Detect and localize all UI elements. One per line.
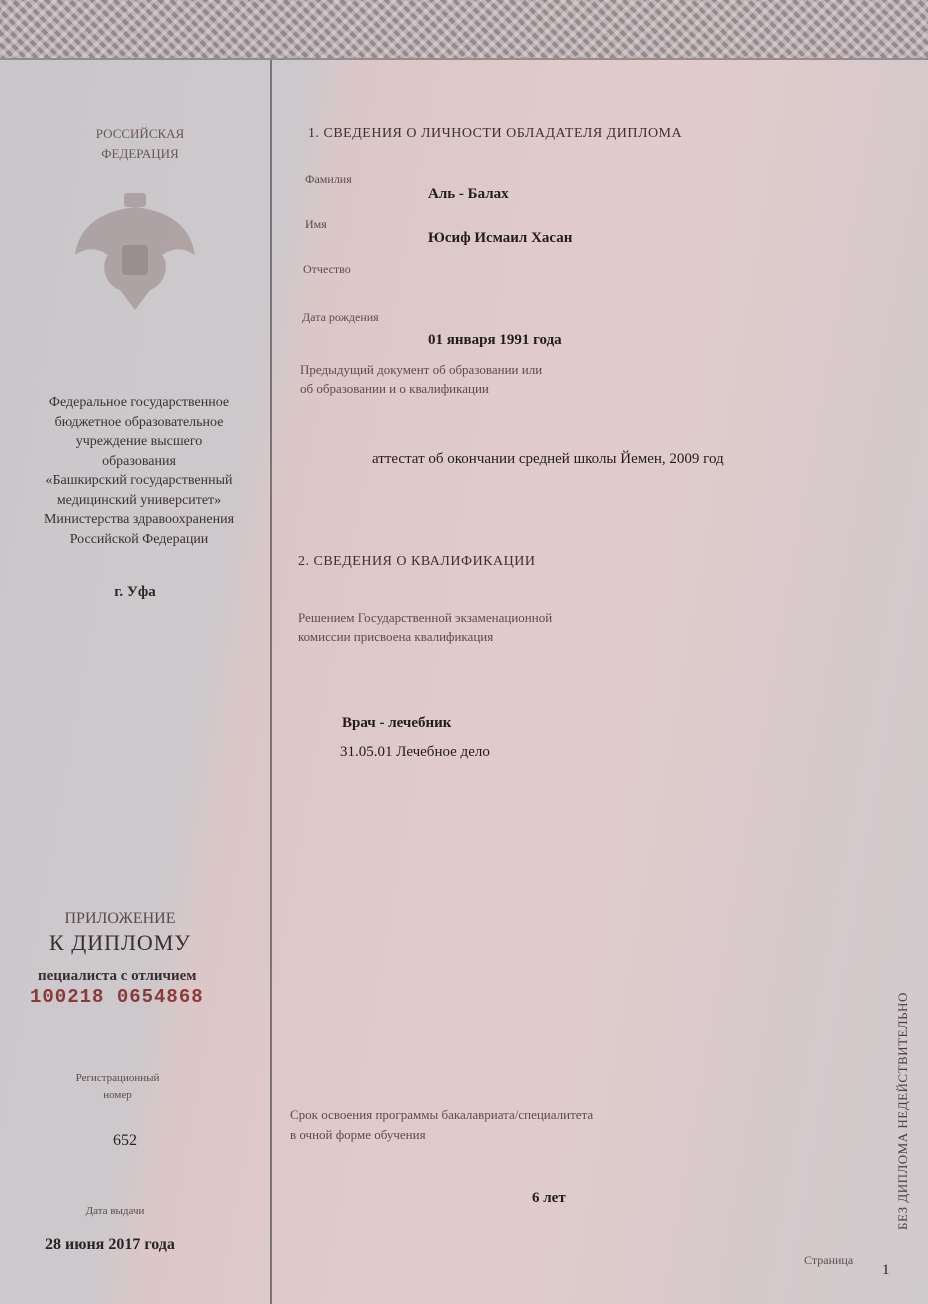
birth-date-value: 01 января 1991 года [428, 332, 562, 348]
section-2-heading: 2. СВЕДЕНИЯ О КВАЛИФИКАЦИИ [298, 554, 536, 569]
emblem-icon [70, 185, 200, 315]
birth-date-label: Дата рождения [302, 310, 379, 324]
institution-name: Федеральное государственное бюджетное образовательное учреждение высшего образования «Башкирский государственный медицинский университет» Министерства здравоохранения Российской Федерации [43, 395, 235, 547]
name-value: Юсиф Исмаил Хасан [428, 230, 573, 246]
duration-label: Срок освоения программы бакалавриата/специалитета в очной форме обучения [290, 1107, 594, 1142]
registration-number: 652 [113, 1132, 137, 1149]
issue-date: 28 июня 2017 года [45, 1236, 175, 1253]
decision-label: Решением Государственной экзаменационной комиссии присвоена квалификация [298, 610, 553, 644]
country-name: РОССИЙСКАЯ ФЕДЕРАЦИЯ [95, 126, 185, 161]
section-1-heading: 1. СВЕДЕНИЯ О ЛИЧНОСТИ ОБЛАДАТЕЛЯ ДИПЛОМА [308, 126, 683, 141]
page-label: Страница [804, 1253, 854, 1267]
name-label: Имя [305, 217, 327, 231]
patronymic-label: Отчество [303, 262, 351, 276]
title-line-2: К ДИПЛОМУ [49, 930, 191, 955]
city: г. Уфа [114, 584, 156, 600]
qualification-value: Врач - лечебник [342, 715, 452, 731]
registration-label: Регистрационный номер [75, 1072, 160, 1101]
validity-note: БЕЗ ДИПЛОМА НЕДЕЙСТВИТЕЛЬНО [895, 992, 910, 1230]
diploma-type: пециалиста с отличием [38, 968, 197, 984]
surname-value: Аль - Балах [428, 186, 509, 202]
issue-date-label: Дата выдачи [85, 1205, 145, 1217]
specialty-value: 31.05.01 Лечебное дело [340, 744, 490, 760]
previous-document-label: Предыдущий документ об образовании или об образовании и о квалификации [300, 362, 543, 396]
title-line-1: ПРИЛОЖЕНИЕ [64, 910, 176, 927]
serial-number: 100218 0654868 [30, 986, 204, 1008]
previous-document-value: аттестат об окончании средней школы Йемен, 2009 год [372, 451, 724, 467]
column-divider [270, 60, 272, 1304]
duration-value: 6 лет [532, 1190, 566, 1206]
page-number: 1 [882, 1262, 890, 1278]
surname-label: Фамилия [305, 172, 352, 186]
